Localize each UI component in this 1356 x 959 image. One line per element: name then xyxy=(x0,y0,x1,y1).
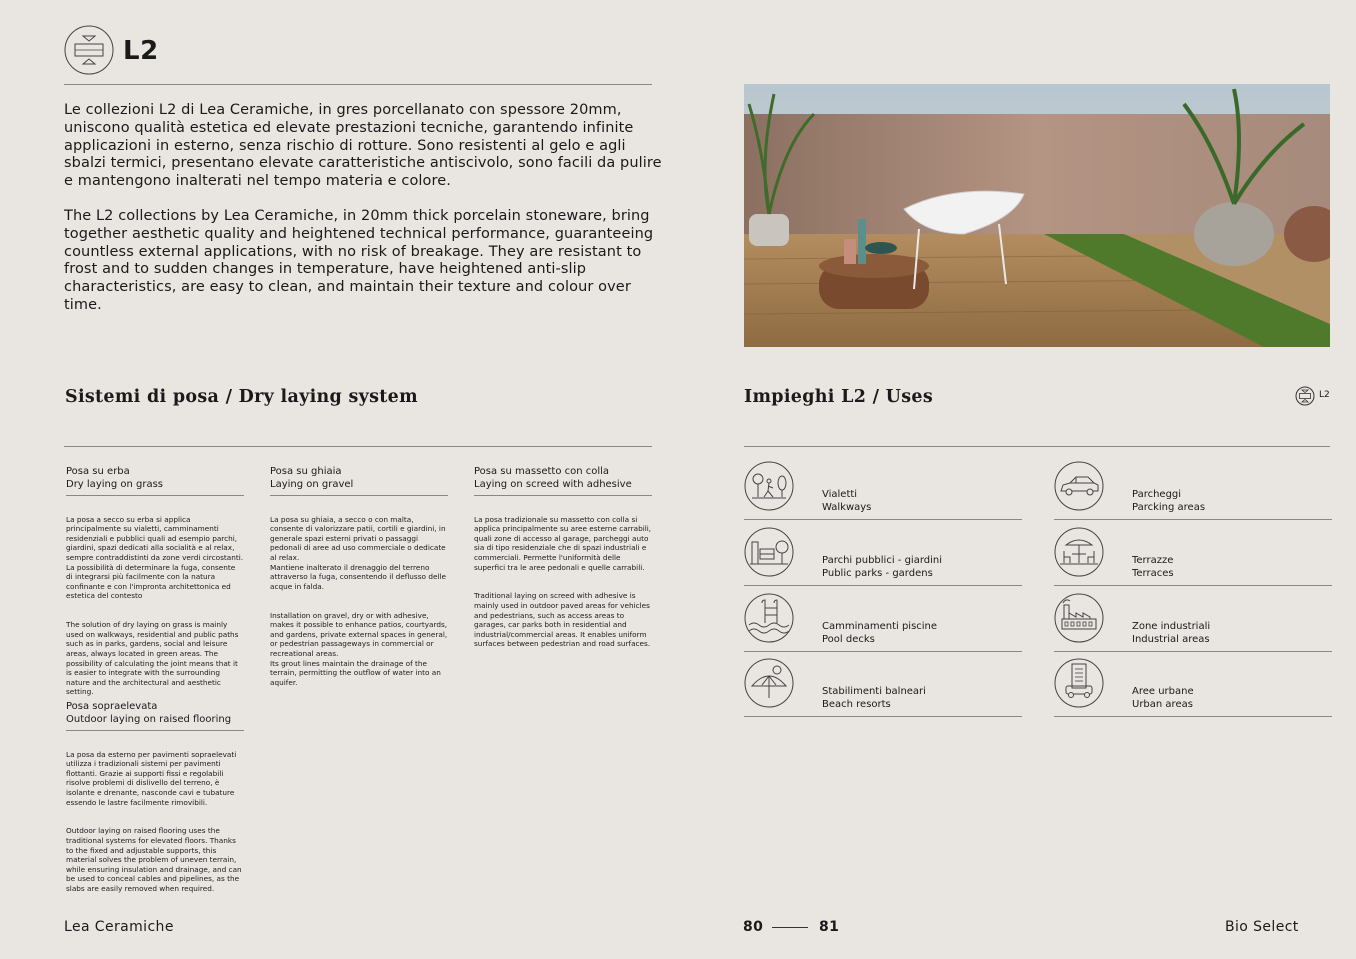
use-rule xyxy=(1054,651,1332,652)
terrace-photo xyxy=(744,84,1330,347)
laying-system-screed xyxy=(474,466,652,668)
beach-umbrella-icon xyxy=(744,658,794,708)
park-icon xyxy=(744,527,794,577)
laying-divider xyxy=(64,446,652,447)
page-number-right: 81 xyxy=(819,919,840,935)
walkway-icon xyxy=(744,461,794,511)
laying-text-en: Installation on gravel, dry or with adhesive, makes it possible to enhance patios, courtyards, and gardens, private external spaces in general, or pedestrian passageways in commercial or recreational areas. Its grout lines maintain the drainage of the terrain, permitting the outflow of water into an aquifer. xyxy=(270,610,448,687)
laying-text-it: La posa tradizionale su massetto con colla si applica principalmente su aree esterne carrabili, quali zone di accesso al garage, parcheggi auto sia di tipo residenziale che di spazi industriali e commerciali. Permette l'uniformità delle superfici tra le aree pedonali e quelle carrabili. xyxy=(474,514,652,572)
laying-text-en: Traditional laying on screed with adhesive is mainly used in outdoor paved areas for vehicles and pedestrians, such as access areas to garages, car parks both in residential and industrial/commercial areas. It enables uniform surfaces between pedestrian and road surfaces. xyxy=(474,591,651,649)
terrace-table-icon xyxy=(1054,527,1104,577)
laying-system-gravel xyxy=(270,466,448,706)
laying-system-grass xyxy=(66,466,244,716)
uses-section-title: Impieghi L2 / Uses xyxy=(744,387,933,407)
use-label-en: Terraces xyxy=(1132,567,1174,579)
use-label-it: Camminamenti piscine xyxy=(822,621,938,632)
laying-rule xyxy=(66,495,244,496)
use-label-en: Industrial areas xyxy=(1132,633,1210,645)
laying-head-en: Laying on screed with adhesive xyxy=(474,478,632,490)
laying-section-title: Sistemi di posa / Dry laying system xyxy=(65,387,418,407)
intro-italian: Le collezioni L2 di Lea Ceramiche, in gres porcellanato con spessore 20mm, uniscono qualità estetica ed elevate prestazioni tecniche, garantendo infinite applicazioni in esterno, senza rischio di rotture. Sono resistenti al gelo e agli sbalzi termici, presentano elevate caratteristiche antiscivolo, sono facili da pulire e mantengono inalterati nel tempo materia e colore. xyxy=(64,102,662,190)
laying-system-raised xyxy=(66,701,244,913)
use-item-terraces xyxy=(1054,527,1332,589)
laying-text-en: The solution of dry laying on grass is mainly used on walkways, residential and public paths such as in parks, gardens, social and leisure areas, always located in green areas. The possibility of calculating the joint means that it is easier to integrate with the surrounding nature and the architectural and aesthetic setting. xyxy=(66,620,239,697)
page-title: L2 xyxy=(123,36,159,66)
l2-logo-icon xyxy=(64,25,114,75)
use-label-en: Parcking areas xyxy=(1132,501,1206,513)
use-label-it: Vialetti xyxy=(822,489,858,500)
page-number-divider xyxy=(772,927,808,928)
use-label-it: Stabilimenti balneari xyxy=(822,686,926,697)
laying-head-en: Outdoor laying on raised flooring xyxy=(66,713,232,725)
use-item-parking xyxy=(1054,461,1332,523)
use-label-it: Terrazze xyxy=(1132,555,1174,566)
laying-head-it: Posa su erba xyxy=(66,466,130,477)
footer-brand: Lea Ceramiche xyxy=(64,919,174,935)
use-rule xyxy=(744,716,1022,717)
use-rule xyxy=(1054,585,1332,586)
car-icon xyxy=(1054,461,1104,511)
laying-head-en: Dry laying on grass xyxy=(66,478,164,490)
laying-head-it: Posa su ghiaia xyxy=(270,466,342,477)
use-label-en: Pool decks xyxy=(822,633,875,645)
use-label-it: Parcheggi xyxy=(1132,489,1182,500)
laying-text-en: Outdoor laying on raised flooring uses the traditional systems for elevated floors. Thanks to the fixed and adjustable supports, this material solves the problem of uneven terrain, while ensuring insulation and drainage, and can be used to conceal cables and pipelines, as the slabs are easily removed when required. xyxy=(66,826,242,893)
uses-divider xyxy=(744,446,1330,447)
use-rule xyxy=(1054,716,1332,717)
use-item-parks xyxy=(744,527,1022,589)
use-label-en: Walkways xyxy=(822,501,872,513)
l2-badge-label: L2 xyxy=(1319,390,1330,400)
l2-badge-icon xyxy=(1295,386,1315,406)
footer-collection: Bio Select xyxy=(1225,919,1299,935)
use-label-it: Parchi pubblici - giardini xyxy=(822,555,943,566)
laying-rule xyxy=(270,495,448,496)
laying-head-it: Posa sopraelevata xyxy=(66,701,158,712)
use-rule xyxy=(744,519,1022,520)
laying-text-it: La posa su ghiaia, a secco o con malta, consente di valorizzare patii, cortili e giardini, in generale spazi esterni privati o passaggi pedonali di aree ad uso commerciale o dedicate al relax. Mantiene inalterato il drenaggio del terreno attraverso la fuga, consentendo il deflusso delle acque in falda. xyxy=(270,514,446,591)
laying-text-it: La posa a secco su erba si applica principalmente su vialetti, camminamenti residenziali e pubblici quali ad esempio parchi, giardini, spazi dedicati alla socialità e al relax, sempre contraddistinti da zone verdi circostanti. La possibilità di determinare la fuga, consente di integrarsi più facilmente con la natura confinante e con l'impronta architettonica ed estetica del contesto xyxy=(66,514,244,601)
page-number-left: 80 xyxy=(743,919,764,935)
laying-text-it: La posa da esterno per pavimenti sopraelevati utilizza i tradizionali sistemi per pavimenti flottanti. Grazie ai supporti fissi e regolabili risolve problemi di dislivello del terreno, è isolante e drenante, nasconde cavi e tubature essendo le lastre facilmente rimovibili. xyxy=(66,749,237,807)
use-label-it: Aree urbane xyxy=(1132,686,1194,697)
use-item-industrial xyxy=(1054,593,1332,655)
urban-building-icon xyxy=(1054,658,1104,708)
use-item-walkways xyxy=(744,461,1022,523)
laying-head-it: Posa su massetto con colla xyxy=(474,466,610,477)
use-item-urban xyxy=(1054,658,1332,720)
header-divider xyxy=(64,84,652,85)
intro-english: The L2 collections by Lea Ceramiche, in 20mm thick porcelain stoneware, bring together aesthetic quality and heightened technical performance, guaranteeing countless external applications, with no risk of breakage. They are resistant to frost and to sudden changes in temperature, have heightened anti-slip characteristics, are easy to clean, and maintain their texture and colour over time. xyxy=(64,208,654,313)
laying-rule xyxy=(474,495,652,496)
use-label-it: Zone industriali xyxy=(1132,621,1211,632)
use-item-beach xyxy=(744,658,1022,720)
factory-icon xyxy=(1054,593,1104,643)
use-rule xyxy=(744,651,1022,652)
laying-head-en: Laying on gravel xyxy=(270,478,354,490)
use-label-en: Urban areas xyxy=(1132,698,1193,710)
use-label-en: Beach resorts xyxy=(822,698,891,710)
laying-rule xyxy=(66,730,244,731)
use-label-en: Public parks - gardens xyxy=(822,567,933,579)
use-rule xyxy=(1054,519,1332,520)
pool-ladder-icon xyxy=(744,593,794,643)
use-item-pool xyxy=(744,593,1022,655)
use-rule xyxy=(744,585,1022,586)
